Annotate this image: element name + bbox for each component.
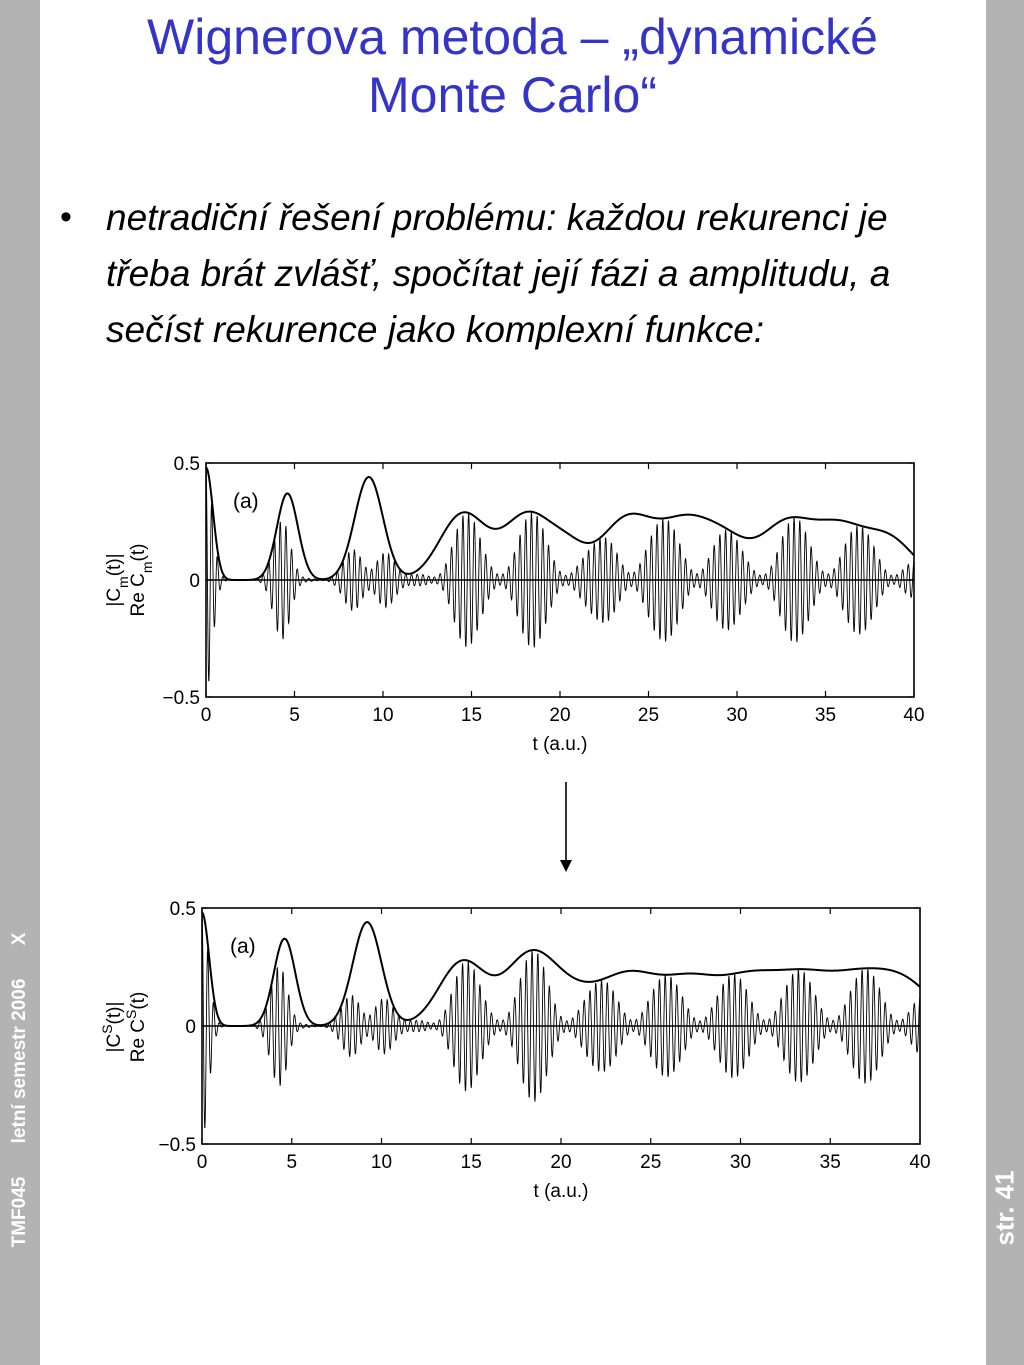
x-tick-label: 35 <box>819 1152 841 1173</box>
x-tick-label: 30 <box>729 1152 752 1173</box>
course-code: TMF045 <box>9 1176 30 1248</box>
title-line-1: Wignerova metoda – „dynamické <box>147 9 878 65</box>
chart-1-ylabel-1: $|C_m(t)|$ <box>104 553 131 607</box>
bullet-dot-icon: • <box>60 198 72 236</box>
chart-1-plot <box>162 454 924 726</box>
chart-2 <box>80 890 960 1210</box>
x-tick-label: 20 <box>550 1152 572 1173</box>
chart-2-xlabel: t (a.u.) <box>533 1181 589 1202</box>
semester: letní semestr 2006 <box>9 978 30 1144</box>
slide-title <box>60 8 965 124</box>
x-tick-label: 15 <box>460 1152 482 1173</box>
bullet-item <box>60 190 940 358</box>
abs-series-line <box>206 468 914 580</box>
chart-1 <box>80 445 960 765</box>
chart-2-panel-label: (a) <box>230 935 256 958</box>
chart-2-plot <box>158 899 930 1173</box>
x-tick-label: 40 <box>909 1152 931 1173</box>
bullet-text: netradiční řešení problému: každou rekurenci je třeba brát zvlášť, spočítat její fázi a amplitudu, a sečíst rekurence jako komplexní funkce: <box>106 197 891 350</box>
chart-2-ylabel-2: Re $C^S(t)$ <box>123 991 149 1063</box>
x-tick-label: 15 <box>460 705 483 726</box>
x-tick-label: 5 <box>286 1152 298 1173</box>
chart-2-traces <box>202 913 920 1128</box>
chart-1-x-ticks <box>201 463 925 726</box>
title-line-2: Monte Carlo“ <box>368 67 657 123</box>
x-tick-label: 30 <box>726 705 748 726</box>
y-tick-label: −0.5 <box>158 1135 196 1156</box>
chart-1-ylabel-2: Re $C_m(t)$ <box>128 543 155 617</box>
y-tick-label: 0 <box>189 571 200 592</box>
x-tick-label: 20 <box>549 705 571 726</box>
y-tick-label: −0.5 <box>162 688 200 709</box>
chart-2-x-ticks <box>197 908 931 1173</box>
x-tick-label: 10 <box>370 1152 393 1173</box>
y-tick-label: 0.5 <box>173 454 200 475</box>
x-tick-label: 25 <box>640 1152 662 1173</box>
chart-1-ylabel <box>104 544 155 617</box>
footer-mark: X <box>9 932 30 946</box>
chart-1-traces <box>206 468 914 681</box>
x-tick-label: 0 <box>196 1152 208 1173</box>
down-arrow-icon <box>555 782 577 874</box>
y-tick-label: 0.5 <box>169 899 196 920</box>
abs-series-line <box>202 913 920 1026</box>
footer-text <box>9 919 31 1262</box>
x-tick-label: 5 <box>289 705 300 726</box>
y-tick-label: 0 <box>185 1017 196 1038</box>
chart-2-ylabel <box>99 992 149 1063</box>
x-tick-label: 10 <box>372 705 394 726</box>
x-tick-label: 25 <box>637 705 660 726</box>
page-number: str. 41 <box>989 1170 1020 1246</box>
chart-1-xlabel: t (a.u.) <box>532 734 588 755</box>
x-tick-label: 35 <box>814 705 837 726</box>
chart-2-ylabel-1: $|C^S(t)|$ <box>99 1001 125 1053</box>
chart-1-panel-label: (a) <box>233 490 259 513</box>
x-tick-label: 0 <box>200 705 212 726</box>
right-sidebar <box>986 0 1024 1365</box>
x-tick-label: 40 <box>903 705 925 726</box>
